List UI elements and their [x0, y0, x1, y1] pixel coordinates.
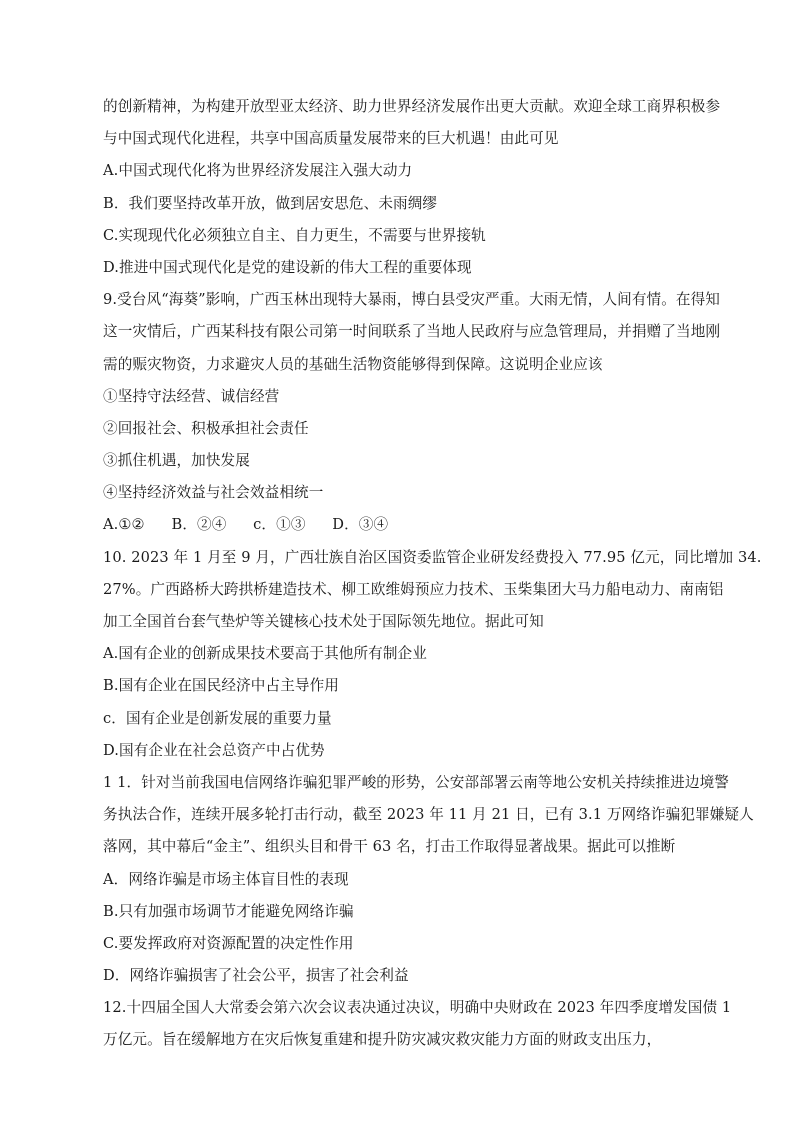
- option-d: D．③④: [332, 516, 389, 534]
- option-line: C.要发挥政府对资源配置的决定性作用: [103, 934, 354, 952]
- question-9-options: [103, 509, 703, 541]
- option-c: c．①③: [253, 516, 306, 534]
- question-11-line: 落网，其中幕后“金主”、组织头目和骨干 63 名，打击工作取得显著战果。据此可以推断: [103, 838, 676, 856]
- statement-line: ④坚持经济效益与社会效益相统一: [103, 484, 324, 502]
- option-line: A.国有企业的创新成果技术要高于其他所有制企业: [103, 645, 427, 663]
- option-line: B.只有加强市场调节才能避免网络诈骗: [103, 902, 354, 920]
- option-line: A．网络诈骗是市场主体盲目性的表现: [103, 870, 349, 888]
- option-line: D.推进中国式现代化是党的建设新的伟大工程的重要体现: [103, 258, 472, 276]
- question-9-line: 9.受台风“海葵”影响，广西玉林出现特大暴雨，博白县受灾严重。大雨无情，人间有情。在得知: [103, 291, 720, 309]
- option-line: B．我们要坚持改革开放，做到居安思危、未雨绸缪: [103, 194, 438, 212]
- text-body: [103, 91, 762, 1057]
- text-line: 与中国式现代化进程，共享中国高质量发展带来的巨大机遇！由此可见: [103, 130, 559, 148]
- question-9-line: 这一灾情后，广西某科技有限公司第一时间联系了当地人民政府与应急管理局，并捐赠了当地刚: [103, 323, 721, 341]
- text-line: 的创新精神，为构建开放型亚太经济、助力世界经济发展作出更大贡献。欢迎全球工商界积极参: [103, 98, 721, 115]
- option-a: A.①②: [103, 516, 145, 534]
- question-11-line: 1 1．针对当前我国电信网络诈骗犯罪严峻的形势，公安部部署云南等地公安机关持续推进边境警: [103, 773, 729, 791]
- question-12-line: 万亿元。旨在缓解地方在灾后恢复重建和提升防灾减灾救灾能力方面的财政支出压力，: [103, 1031, 662, 1049]
- statement-line: ③抓住机遇，加快发展: [103, 452, 250, 470]
- option-line: D．网络诈骗损害了社会公平，损害了社会利益: [103, 967, 409, 985]
- question-10-line: 加工全国首台套气垫炉等关键核心技术处于国际领先地位。据此可知: [103, 613, 544, 630]
- statement-line: ①坚持守法经营、诚信经营: [103, 387, 280, 405]
- option-line: D.国有企业在社会总资产中占优势: [103, 741, 325, 759]
- question-10-line: 10. 2023 年 1 月至 9 月，广西壮族自治区国资委监管企业研发经费投入 77.95 亿元，同比增加 34.: [103, 548, 762, 566]
- question-12-line: 12.十四届全国人大常委会第六次会议表决通过决议，明确中央财政在 2023 年四季度增发国债 1: [103, 999, 732, 1017]
- question-9-line: 需的赈灾物资，力求避灾人员的基础生活物资能够得到保障。这说明企业应该: [103, 355, 603, 373]
- option-line: C.实现现代化必须独立自主、自力更生，不需要与世界接轨: [103, 226, 486, 244]
- option-b: B．②④: [171, 516, 227, 534]
- question-11-line: 务执法合作，连续开展多轮打击行动，截至 2023 年 11 月 21 日，已有 3.1 万网络诈骗犯罪嫌疑人: [103, 806, 754, 824]
- option-line: A.中国式现代化将为世界经济发展注入强大动力: [103, 162, 413, 180]
- option-line: c．国有企业是创新发展的重要力量: [103, 709, 332, 727]
- option-line: B.国有企业在国民经济中占主导作用: [103, 677, 339, 695]
- question-10-line: 27%。广西路桥大跨拱桥建造技术、柳工欧维姆预应力技术、玉柴集团大马力船电动力、南南铝: [103, 580, 724, 598]
- statement-line: ②回报社会、积极承担社会责任: [103, 419, 309, 437]
